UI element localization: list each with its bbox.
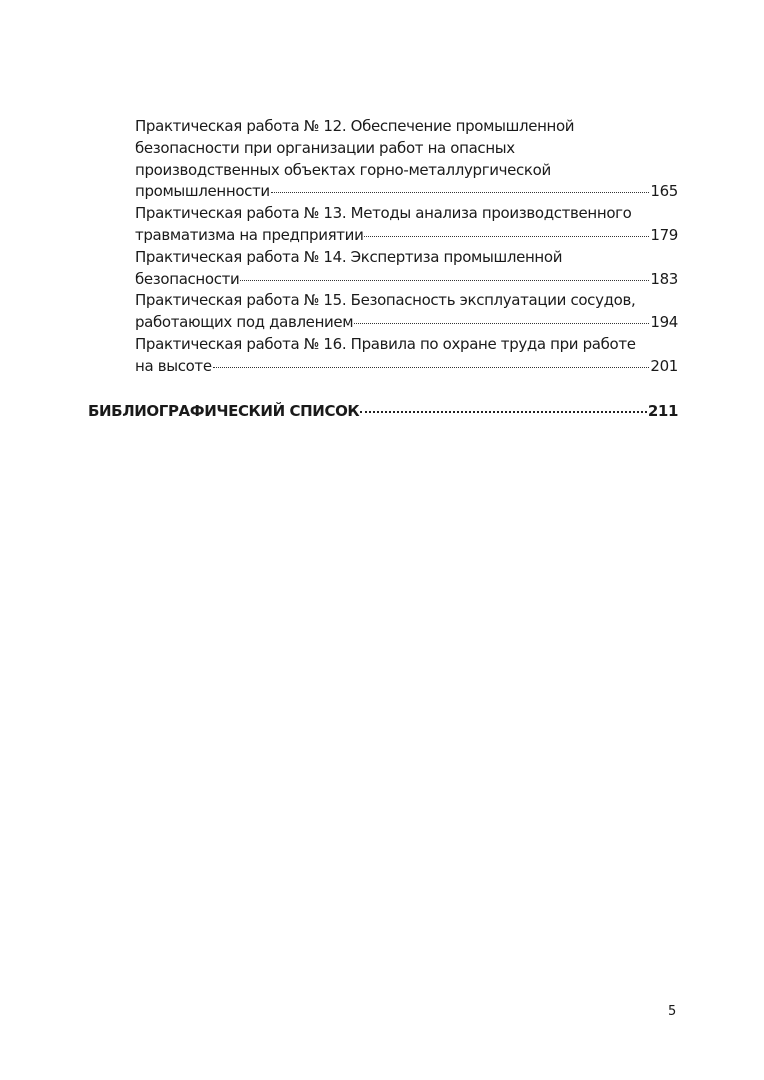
toc-entry-last-line: [135, 356, 678, 378]
toc-entry-last-line: [135, 269, 678, 291]
dot-leader: [271, 192, 650, 193]
toc-entry-text-line: Практическая работа № 12. Обеспечение промышленной: [135, 117, 575, 135]
toc-entry-practical-14[interactable]: [88, 247, 678, 291]
dot-leader: [354, 323, 649, 324]
toc-entry-text-line: работающих под давлением: [135, 313, 354, 332]
toc-entry-last-line: [135, 181, 678, 203]
toc-entry-text-line: промышленности: [135, 182, 270, 201]
toc-entry-last-line: [135, 225, 678, 247]
toc-entry-text-line: Практическая работа № 16. Правила по охране труда при работе: [135, 334, 636, 353]
toc-page-number: 201: [650, 356, 678, 375]
toc-page-number: 194: [650, 313, 678, 332]
toc-page-number: 165: [650, 182, 678, 201]
toc-page-number: 183: [650, 269, 678, 288]
toc-entry-text-line: производственных объектах горно-металлургической: [135, 160, 551, 179]
toc-entry-text-line: Практическая работа № 15. Безопасность эксплуатации сосудов,: [135, 291, 636, 310]
toc-entry-text-line: безопасности: [135, 269, 240, 288]
toc-entry-text-line: Практическая работа № 13. Методы анализа производственного: [135, 204, 632, 223]
toc-entry-practical-15[interactable]: [88, 290, 678, 334]
dot-leader: [213, 367, 650, 368]
bibliography-title: БИБЛИОГРАФИЧЕСКИЙ СПИСОК: [88, 401, 360, 420]
toc-entry-text-line: травматизма на предприятии: [135, 225, 364, 244]
toc-entry-text-line: Практическая работа № 14. Экспертиза промышленной: [135, 247, 563, 266]
toc-page-number: 211: [647, 401, 678, 420]
toc-entry-practical-12[interactable]: [88, 116, 678, 203]
page-number: 5: [668, 1004, 677, 1019]
table-of-contents: [88, 116, 678, 422]
toc-entry-practical-16[interactable]: [88, 334, 678, 378]
dot-leader: [240, 280, 649, 281]
toc-page-number: 179: [650, 225, 678, 244]
toc-entry-text-line: безопасности при организации работ на опасных: [135, 138, 515, 157]
dot-leader: [364, 236, 649, 237]
toc-entry-last-line: [135, 312, 678, 334]
toc-entry-bibliography[interactable]: [88, 400, 678, 422]
toc-entry-practical-13[interactable]: [88, 203, 678, 247]
toc-entry-text-line: на высоте: [135, 356, 212, 375]
dot-leader: [360, 411, 647, 413]
